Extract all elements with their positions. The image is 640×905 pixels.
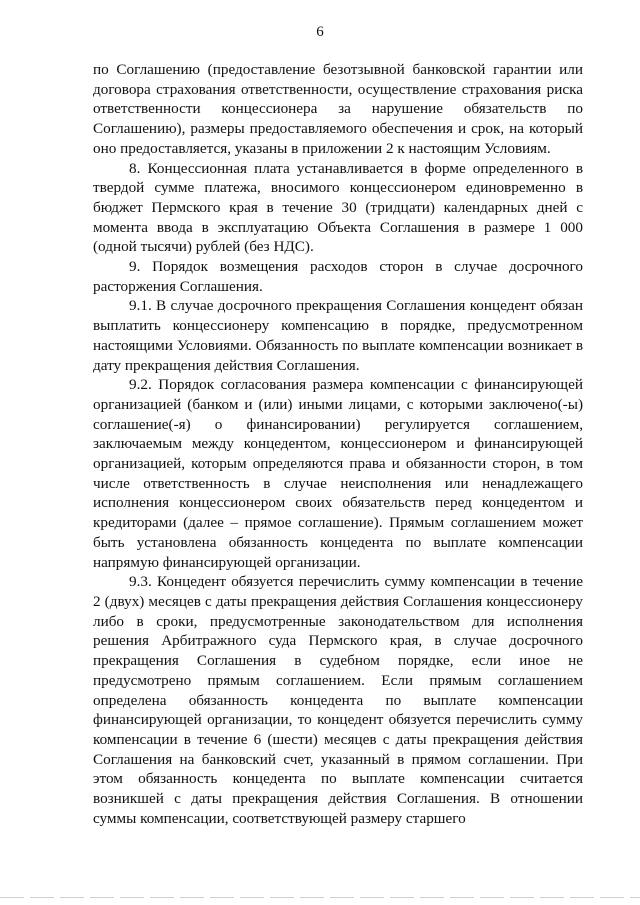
document-body <box>93 60 583 828</box>
paragraph-9-2-direct-agreement: 9.2. Порядок согласования размера компенсации с финансирующей организацией (банком и (или) иными лицами, с которыми заключено(-ы) соглашение(-я) о финансировании) регулируется соглашением, заключаемым между концедентом, концессионером и финансирующей организацией, которым определяются права и обязанности сторон, в том числе ответственность в случае неисполнения или ненадлежащего исполнения концессионером своих обязательств перед концедентом и кредиторами (далее – прямое соглашение). Прямым соглашением может быть установлена обязанность концедента по выплате компенсации напрямую финансирующей организации. <box>93 376 583 571</box>
scan-edge-line <box>0 897 640 898</box>
paragraph-9-3-payment-terms: 9.3. Концедент обязуется перечислить сумму компенсации в течение 2 (двух) месяцев с даты прекращения действия Соглашения концессионеру либо в сроки, предусмотренные законодательством для исполнения решения Арбитражного суда Пермского края, в случае досрочного прекращения Соглашения в судебном порядке, если иное не предусмотрено прямым соглашением. Если прямым соглашением определена обязанность концедента по выплате компенсации финансирующей организации, то концедент обязуется перечислить сумму компенсации в течение 6 (шести) месяцев с даты прекращения действия Соглашения на банковский счет, указанный в прямом соглашении. При этом обязанность концедента по выплате компенсации считается возникшей с даты прекращения действия Соглашения. В отношении суммы компенсации, соответствующей размеру старшего <box>93 573 583 827</box>
page-number: 6 <box>316 24 324 40</box>
paragraph-security-terms: по Соглашению (предоставление безотзывной банковской гарантии или договора страхования ответственности, осуществление страхования риска ответственности концессионера за нарушение обязательств по Соглашению), размеры предоставляемого обеспечения и срок, на который оно предоставляется, указаны в приложении 2 к настоящим Условиям. <box>93 61 583 157</box>
paragraph-8-concession-fee: 8. Концессионная плата устанавливается в форме определенного в твердой сумме платежа, вносимого концессионером единовременно в бюджет Пермского края в течение 30 (тридцати) календарных дней с момента ввода в эксплуатацию Объекта Соглашения в размере 1 000 (одной тысячи) рублей (без НДС). <box>93 159 583 256</box>
paragraph-9-1-compensation-obligation: 9.1. В случае досрочного прекращения Соглашения концедент обязан выплатить концессионеру компенсацию в порядке, предусмотренном настоящими Условиями. Обязанность по выплате компенсации возникает в дату прекращения действия Соглашения. <box>93 297 583 374</box>
paragraph-9-expense-reimbursement: 9. Порядок возмещения расходов сторон в случае досрочного расторжения Соглашения. <box>93 258 583 295</box>
